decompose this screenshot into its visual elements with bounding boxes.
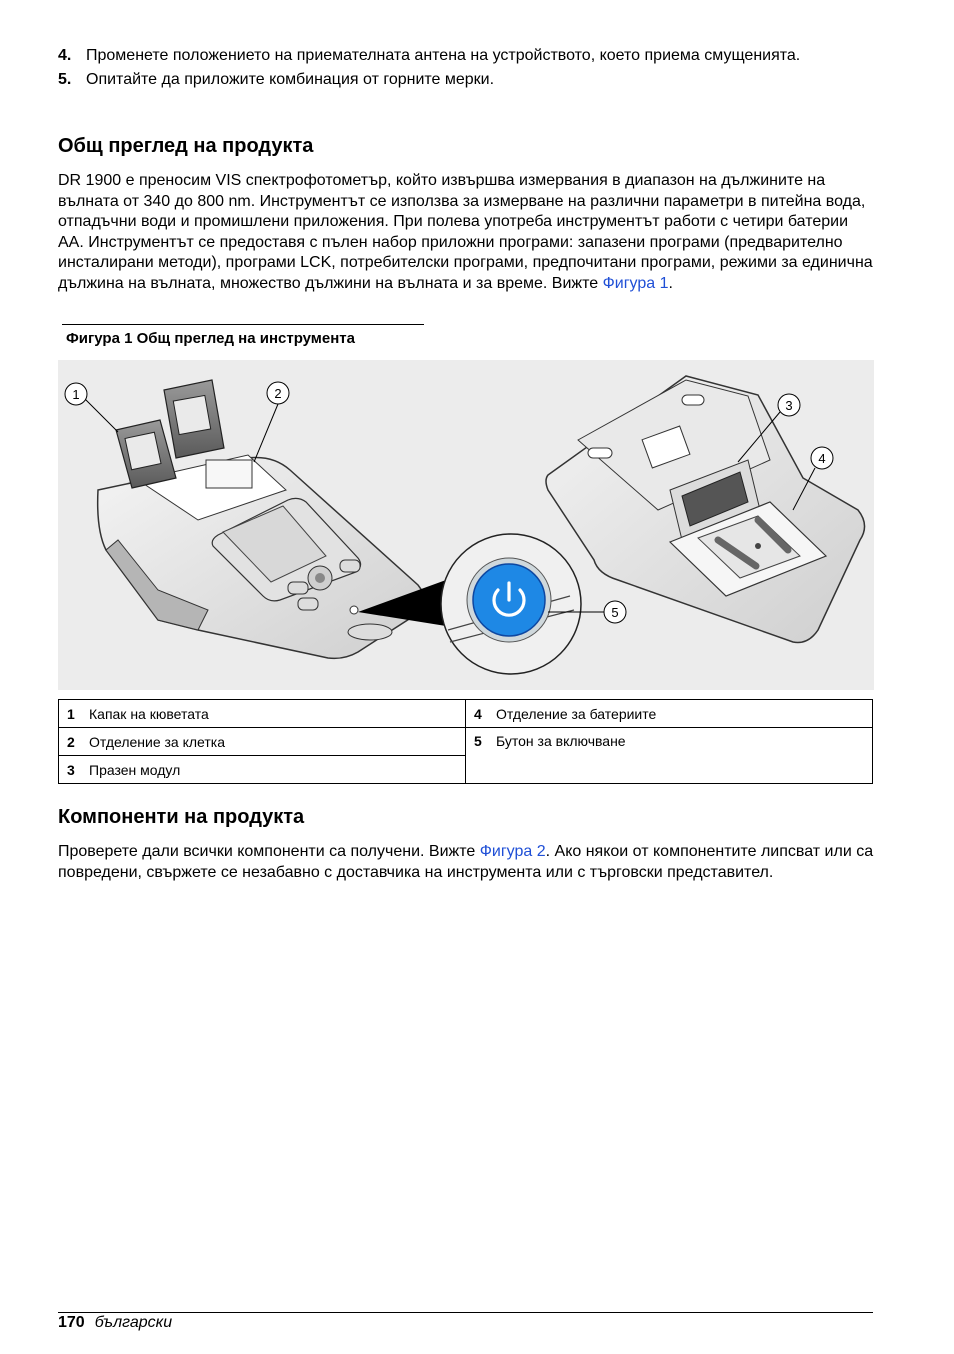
callout-1-label: 1	[72, 387, 80, 402]
figure-legend-table	[58, 699, 873, 784]
list-number: 5.	[58, 71, 72, 88]
section-heading-components: Компоненти на продукта	[58, 806, 305, 828]
legend-label: Отделение за батериите	[496, 705, 657, 722]
legend-cell	[466, 700, 873, 728]
table-row	[59, 700, 873, 728]
figure-1-link[interactable]: Фигура 1	[602, 274, 669, 292]
legend-label: Отделение за клетка	[89, 733, 226, 750]
legend-label: Празен модул	[89, 761, 181, 778]
callout-2-label: 2	[274, 386, 282, 401]
instrument-illustration	[58, 360, 874, 690]
legend-cell	[59, 700, 466, 728]
legend-number: 3	[67, 761, 75, 778]
footer-rule	[58, 1312, 873, 1313]
footer-language: български	[94, 1314, 173, 1331]
figure-caption: Фигура 1 Общ преглед на инструмента	[66, 330, 355, 347]
legend-number: 4	[474, 705, 482, 722]
figure-caption-rule	[62, 324, 424, 325]
figure-2-link[interactable]: Фигура 2	[479, 843, 546, 860]
power-button-detail	[441, 534, 581, 674]
legend-cell	[59, 756, 466, 784]
legend-label: Капак на кюветата	[89, 705, 209, 722]
numbered-list	[58, 46, 878, 94]
legend-label: Бутон за включване	[496, 733, 626, 749]
section-heading-overview: Общ преглед на продукта	[58, 135, 314, 157]
callout-4-label: 4	[818, 451, 826, 466]
list-item	[58, 46, 878, 66]
callout-5-label: 5	[611, 605, 619, 620]
paragraph-text: Проверете дали всички компоненти са получени. Вижте	[58, 843, 480, 860]
page-number: 170	[58, 1314, 85, 1331]
legend-number: 2	[67, 733, 75, 750]
list-text: Опитайте да приложите комбинация от горните мерки.	[86, 71, 495, 88]
list-number: 4.	[58, 47, 72, 64]
legend-cell	[466, 728, 873, 784]
paragraph-end: . Ако някои от компонентите липсват или са повредени, свържете се незабавно с доставчика на инструмента или с търговски представител.	[58, 843, 874, 881]
list-item	[58, 70, 878, 90]
table-row	[59, 728, 873, 756]
overview-paragraph	[58, 171, 878, 294]
legend-cell	[59, 728, 466, 756]
paragraph-text: DR 1900 е преносим VIS спектрофотометър, който извършва измервания в диапазон на дължините на вълната от 340 до 800 nm. Инструментът се използва за измерване на различни параметри в питейна вода, отпадъчни води и промишлени приложения. При полева употреба инструментът работи с четири батерии AA. Инструментът се предоставя с пълен набор приложни програми: запазени програми (предварително инсталирани методи), програми LCK, потребителски програми, предпочитани програми, режими за единична дължина на вълната, множество дължини на вълната и за време. Вижте	[58, 172, 873, 292]
list-text: Променете положението на приемателната антена на устройството, което приема смущенията.	[86, 47, 801, 64]
paragraph-end: .	[668, 274, 673, 292]
components-paragraph	[58, 842, 878, 883]
legend-number: 1	[67, 705, 75, 722]
callout-3-label: 3	[785, 398, 793, 413]
legend-number: 5	[474, 733, 482, 749]
page-footer	[58, 1313, 172, 1333]
